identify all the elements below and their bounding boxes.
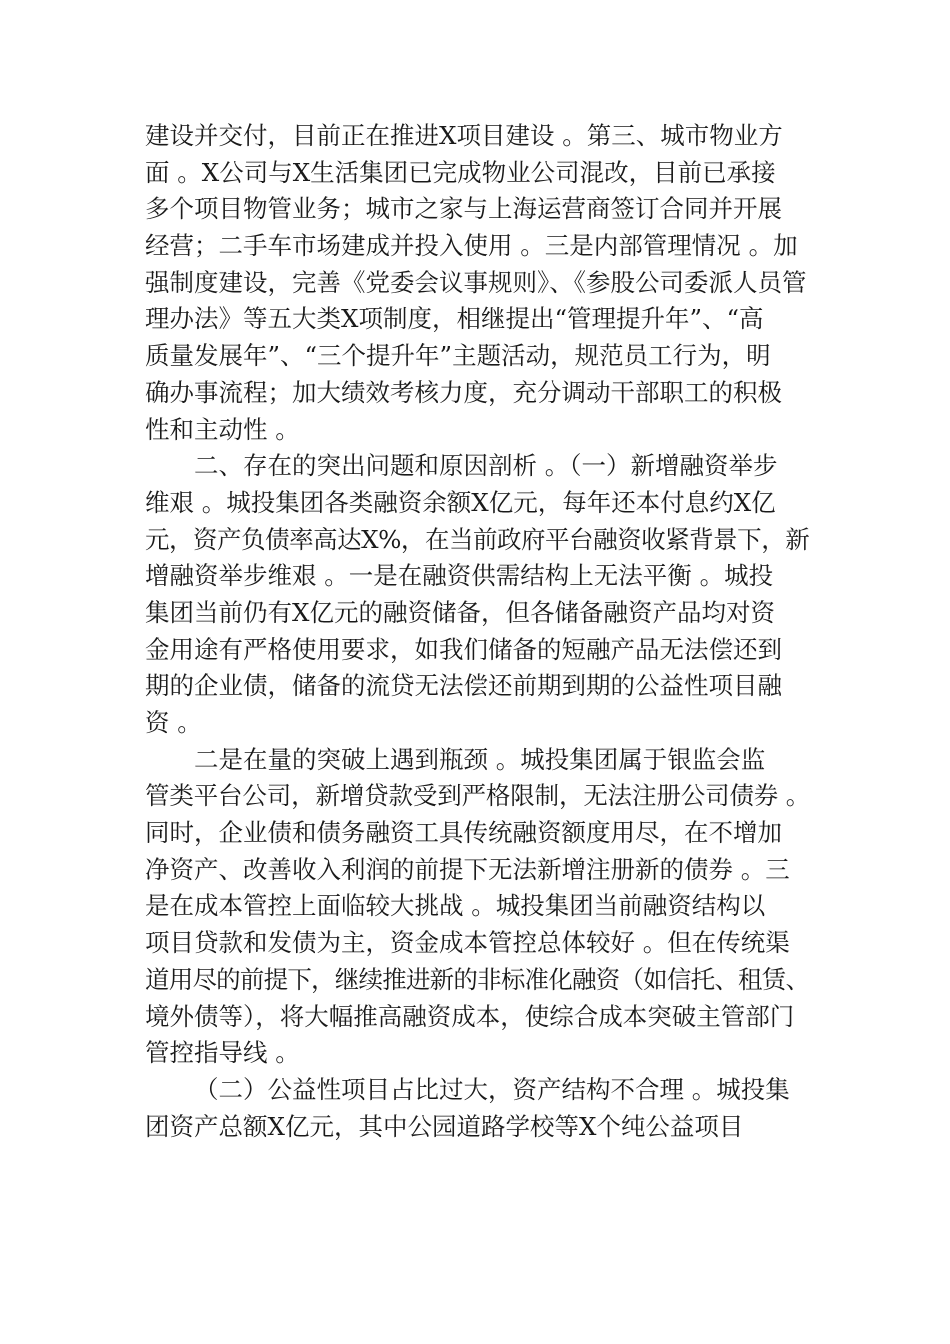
text-line: 二、存在的突出问题和原因剖析 。（一）新增融资举步	[194, 451, 778, 481]
text-line: 管类平台公司，新增贷款受到严格限制，无法注册公司债券 。	[145, 781, 811, 811]
text-line: 集团当前仍有X亿元的融资储备，但各储备融资产品均对资	[145, 597, 775, 627]
text-line: 质量发展年”、“三个提升年”主题活动，规范员工行为，明	[145, 341, 771, 371]
text-line: 境外债等），将大幅推高融资成本，使综合成本突破主管部门	[145, 1001, 795, 1031]
text-line: 净资产、改善收入利润的前提下无法新增注册新的债券 。三	[145, 854, 790, 884]
text-line: 期的企业债，储备的流贷无法偿还前期到期的公益性项目融	[145, 671, 782, 701]
text-line: （二）公益性项目占比过大，资产结构不合理 。城投集	[194, 1074, 790, 1104]
text-line: 资 。	[145, 708, 202, 737]
text-line: 是在成本管控上面临较大挑战 。城投集团当前融资结构以	[145, 891, 766, 921]
document-body	[145, 118, 810, 1145]
text-line: 性和主动性 。	[145, 414, 300, 444]
text-line: 道用尽的前提下，继续推进新的非标准化融资（如信托、租赁、	[145, 964, 810, 994]
text-line: 同时，企业债和债务融资工具传统融资额度用尽，在不增加	[145, 818, 782, 848]
text-line: 维艰 。城投集团各类融资余额X亿元，每年还本付息约X亿	[145, 487, 776, 517]
text-line: 多个项目物管业务；城市之家与上海运营商签订合同并开展	[145, 194, 782, 224]
text-line: 面 。X公司与X生活集团已完成物业公司混改，目前已承接	[145, 157, 776, 187]
text-line: 元，资产负债率高达X%，在当前政府平台融资收紧背景下，新	[145, 524, 810, 554]
text-line: 经营；二手车市场建成并投入使用 。三是内部管理情况 。加	[145, 231, 798, 261]
text-line: 确办事流程；加大绩效考核力度，充分调动干部职工的积极	[145, 377, 782, 407]
text-line: 管控指导线 。	[145, 1038, 300, 1068]
text-line: 建设并交付，目前正在推进X项目建设 。第三、城市物业方	[145, 121, 783, 150]
text-line: 强制度建设，完善《党委会议事规则》、《参股公司委派人员管	[145, 267, 807, 297]
text-line: 理办法》等五大类X项制度，相继提出“管理提升年”、“高	[145, 304, 764, 334]
text-line: 二是在量的突破上遇到瓶颈 。城投集团属于银监会监	[194, 744, 766, 774]
text-line: 团资产总额X亿元，其中公园道路学校等X个纯公益项目	[145, 1111, 744, 1141]
text-line: 项目贷款和发债为主，资金成本管控总体较好 。但在传统渠	[145, 928, 790, 958]
text-line: 金用途有严格使用要求，如我们储备的短融产品无法偿还到	[145, 634, 782, 664]
text-line: 增融资举步维艰 。一是在融资供需结构上无法平衡 。城投	[145, 561, 774, 591]
